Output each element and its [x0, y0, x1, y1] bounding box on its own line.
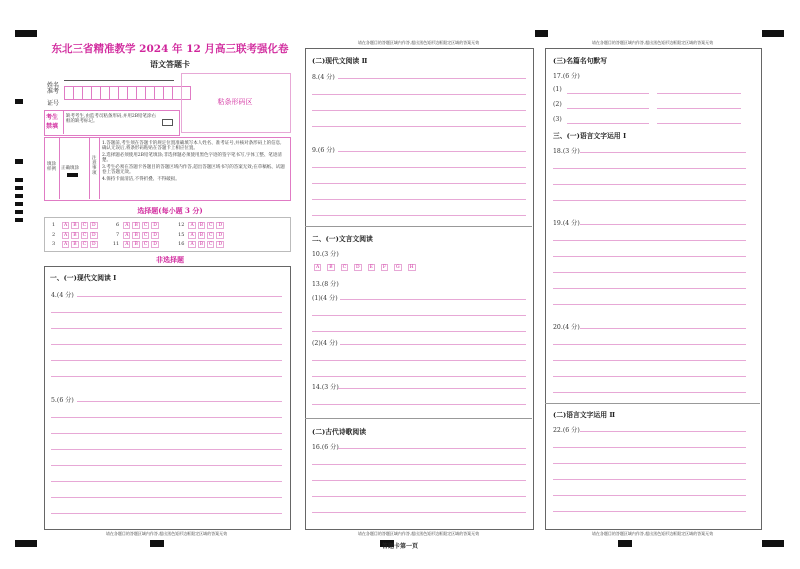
- name-field[interactable]: [64, 80, 174, 81]
- footer-warning-col1: 请在各题目的答题区域内作答,超出黑色矩形边框限定区域的答案无效: [105, 531, 228, 536]
- corner-mark-top-right: [762, 30, 784, 37]
- question-18-label: 18.(3 分): [553, 148, 580, 155]
- section-language-use-2: (二)语言文字运用 Ⅱ: [553, 411, 616, 419]
- question-4-label: 4.(4 分): [51, 292, 74, 299]
- question-17-3-label: (3): [553, 116, 562, 123]
- answer-region-col2: [305, 48, 534, 530]
- choice-row-3[interactable]: 3 A B C D 11 A B C D 16 A B C D: [52, 241, 223, 247]
- question-9-label: 9.(6 分): [312, 147, 335, 154]
- question-13-2-label: (2)(4 分): [312, 340, 338, 347]
- footer-warning-col2: 请在各题目的答题区域内作答,超出黑色矩形边框限定区域的答案无效: [357, 531, 480, 536]
- name-label: 姓名: [47, 82, 60, 89]
- instructions-list: 1.答题前,考生须在答题卡的规定位置准确填写本人姓名、准考证号,并核对条形码上的信息,确认无误后,将条形码粘贴在答题卡上相应位置。 2.选择题必须使用2B铅笔填涂;非选择题必须使用黑色字迹的签字笔书写,字体工整、笔迹清楚。 3.考生必须在答题卡各题目的答题区域内作答,超出答题区域书写的答案无效;在草稿纸、试题卷上答题无效。 4.保持卡面清洁,不得折叠、不得破损。: [102, 141, 285, 182]
- header-warning-col2: 请在各题目的答题区域内作答,超出黑色矩形边框限定区域的答案无效: [357, 40, 480, 45]
- section-famous-quotes: (三)名篇名句默写: [553, 57, 608, 65]
- header-warning-col3: 请在各题目的答题区域内作答,超出黑色矩形边框限定区域的答案无效: [591, 40, 714, 45]
- barcode-label: 粘条形码区: [217, 98, 253, 106]
- corner-mark-top-left: [15, 30, 37, 37]
- correct-fill-sample: [67, 173, 78, 177]
- section-language-use-1: 三、(一)语言文字运用 Ⅰ: [553, 132, 627, 140]
- corner-mark-bottom-mid-3: [618, 540, 632, 547]
- notes-label: 注意事项: [92, 156, 97, 176]
- question-8-label: 8.(4 分): [312, 74, 335, 81]
- corner-mark-top-mid: [535, 30, 548, 37]
- question-22-label: 22.(6 分): [553, 427, 580, 434]
- answer-region-col1: [44, 266, 291, 530]
- fill-sample-label: 填涂样例: [47, 162, 56, 172]
- absent-text: 缺考考生,由监考员粘条形码,并用2B铅笔涂右框的缺考标记。: [66, 114, 157, 124]
- page-number: 答题卡第一页: [381, 543, 418, 550]
- question-17-1-label: (1): [553, 86, 562, 93]
- question-16-label: 16.(6 分): [312, 444, 339, 451]
- question-10-options[interactable]: A B C D E F G H: [316, 265, 414, 270]
- section-ancient-poetry: (二)古代诗歌阅读: [312, 428, 367, 436]
- choice-title: 选择题(每小题 3 分): [137, 206, 203, 215]
- question-19-label: 19.(4 分): [553, 220, 580, 227]
- corner-mark-bottom-right: [762, 540, 784, 547]
- question-10-label: 10.(3 分): [312, 251, 339, 258]
- exam-id-grid[interactable]: [64, 86, 190, 100]
- question-20-label: 20.(4 分): [553, 324, 580, 331]
- side-mark: [15, 99, 23, 104]
- card-subtitle: 语文答题卡: [150, 59, 190, 69]
- question-13-label: 13.(8 分): [312, 281, 339, 288]
- question-17-label: 17.(6 分): [553, 73, 580, 80]
- question-13-1-label: (1)(4 分): [312, 295, 338, 302]
- absent-label: 考生 禁填: [46, 114, 59, 130]
- nonchoice-title: 非选择题: [156, 255, 184, 264]
- corner-mark-bottom-mid-1: [150, 540, 164, 547]
- section-classical-chinese: 二、(一)文言文阅读: [312, 235, 373, 243]
- footer-warning-col3: 请在各题目的答题区域内作答,超出黑色矩形边框限定区域的答案无效: [591, 531, 714, 536]
- correct-fill-label: 正确填涂: [61, 166, 79, 171]
- absent-mark-box[interactable]: [162, 119, 173, 126]
- answer-region-col3: [545, 48, 762, 530]
- page-title: 东北三省精准教学 2024 年 12 月高三联考强化卷: [51, 43, 289, 55]
- question-14-label: 14.(3 分): [312, 384, 339, 391]
- question-5-label: 5.(6 分): [51, 397, 74, 404]
- section-modern-reading-2: (二)现代文阅读 Ⅱ: [312, 57, 368, 65]
- side-mark: [15, 159, 23, 164]
- choice-row-1[interactable]: 1 A B C D 6 A B C D 12 A B C D: [52, 222, 223, 228]
- choice-row-2[interactable]: 2 A B C D 7 A B C D 15 A B C D: [52, 232, 223, 238]
- exam-id-label: 准考 证号: [47, 88, 60, 107]
- section-modern-reading-1: 一、(一)现代文阅读 Ⅰ: [50, 274, 117, 282]
- corner-mark-bottom-left: [15, 540, 37, 547]
- question-17-2-label: (2): [553, 101, 562, 108]
